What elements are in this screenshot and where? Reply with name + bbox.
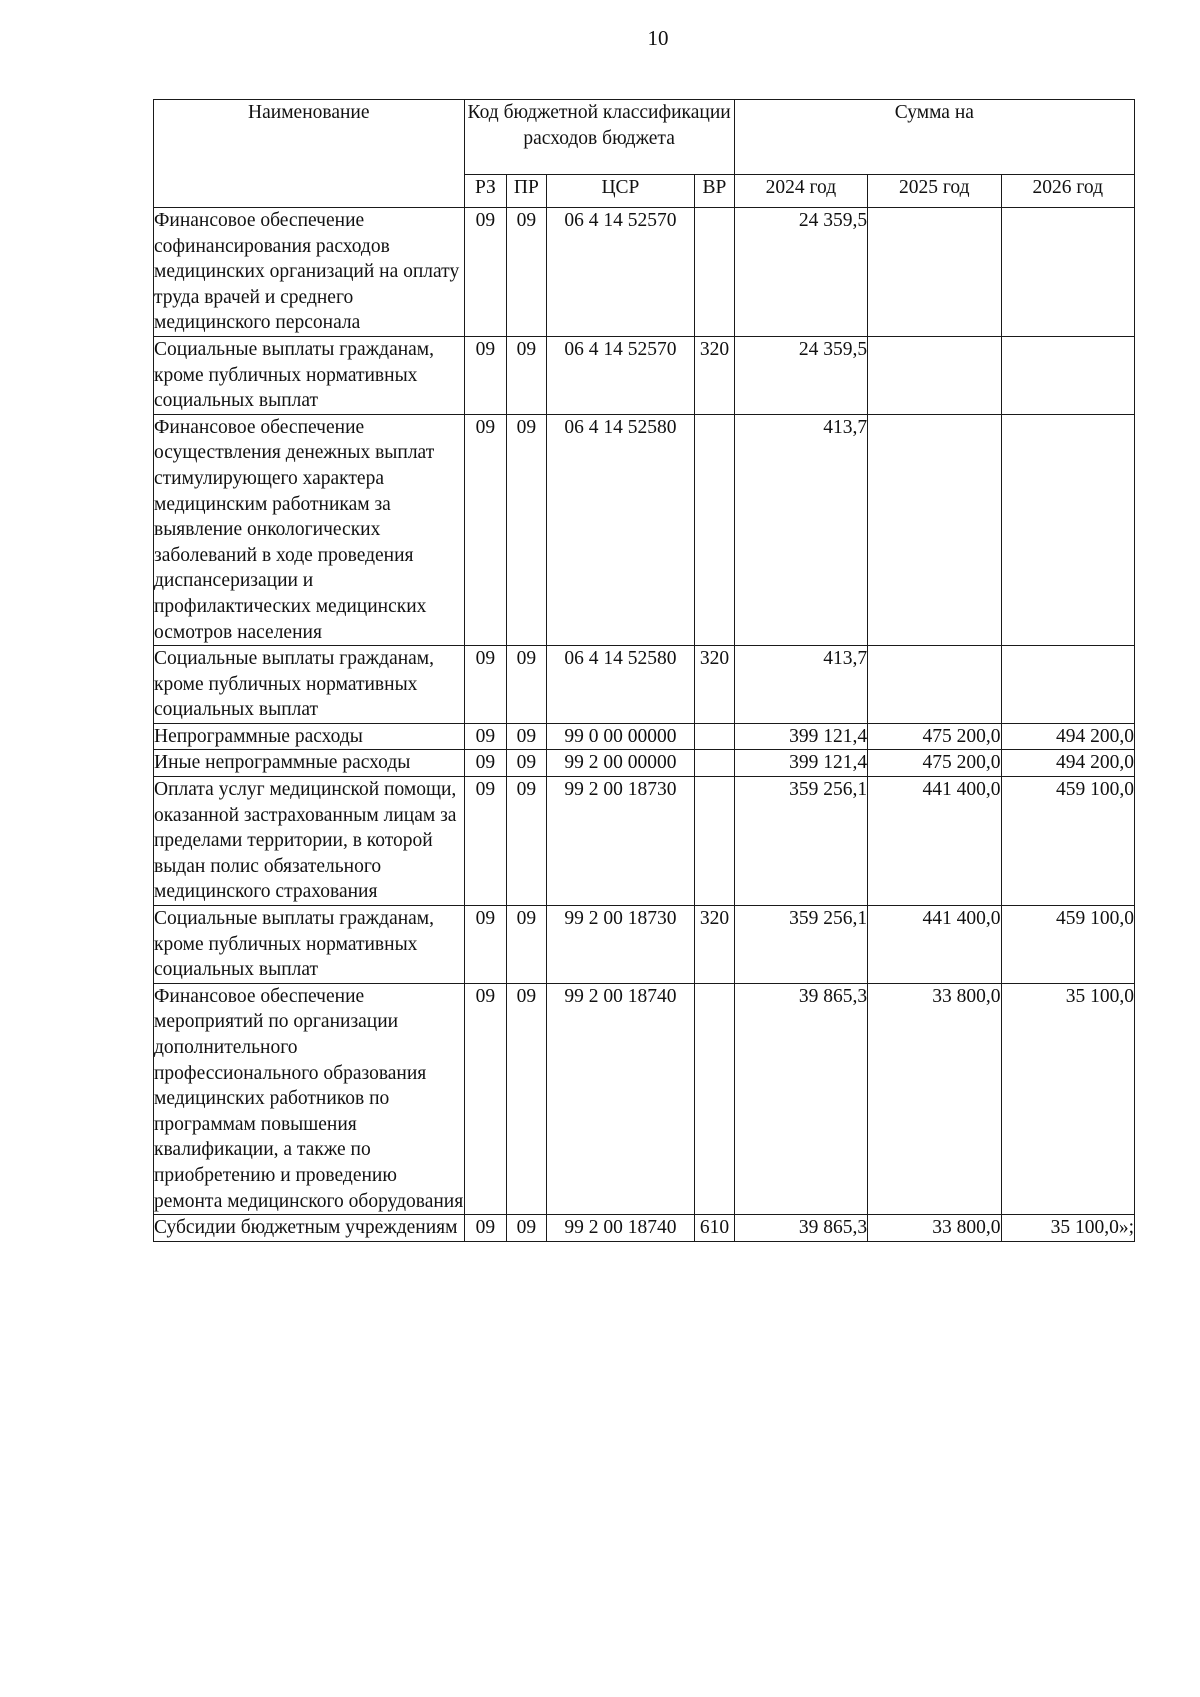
- row-name-cell: Субсидии бюджетным учреждениям: [154, 1215, 465, 1242]
- row-pr-cell: 09: [507, 646, 546, 724]
- row-rz-cell: 09: [464, 906, 507, 984]
- row-csr-cell: 99 2 00 00000: [546, 750, 695, 777]
- row-pr-cell: 09: [507, 208, 546, 337]
- table-row: [154, 336, 1135, 414]
- row-rz-cell: 09: [464, 208, 507, 337]
- table-row: [154, 777, 1135, 906]
- row-rz-cell: 09: [464, 777, 507, 906]
- row-amount-2025-cell: [868, 208, 1001, 337]
- row-name-cell: Социальные выплаты гражданам, кроме публичных нормативных социальных выплат: [154, 336, 465, 414]
- row-amount-2026-cell: 494 200,0: [1001, 750, 1135, 777]
- row-vr-cell: [695, 414, 734, 645]
- row-csr-cell: 06 4 14 52580: [546, 414, 695, 645]
- table-row: [154, 750, 1135, 777]
- table-row: [154, 414, 1135, 645]
- row-amount-2025-cell: 441 400,0: [868, 906, 1001, 984]
- row-rz-cell: 09: [464, 723, 507, 750]
- row-amount-2026-cell: 494 200,0: [1001, 723, 1135, 750]
- header-csr: ЦСР: [546, 175, 695, 208]
- row-name-cell: Социальные выплаты гражданам, кроме публичных нормативных социальных выплат: [154, 906, 465, 984]
- row-rz-cell: 09: [464, 983, 507, 1214]
- row-vr-cell: 320: [695, 336, 734, 414]
- row-amount-2025-cell: 475 200,0: [868, 723, 1001, 750]
- row-pr-cell: 09: [507, 336, 546, 414]
- row-amount-2024-cell: 399 121,4: [734, 750, 867, 777]
- row-amount-2026-cell: 35 100,0: [1001, 983, 1135, 1214]
- row-amount-2024-cell: 24 359,5: [734, 208, 867, 337]
- row-amount-2025-cell: 475 200,0: [868, 750, 1001, 777]
- row-name-cell: Оплата услуг медицинской помощи, оказанной застрахованным лицам за пределами территории, в которой выдан полис обязательного медицинского страхования: [154, 777, 465, 906]
- table-row: [154, 983, 1135, 1214]
- row-amount-2024-cell: 413,7: [734, 414, 867, 645]
- row-csr-cell: 99 2 00 18730: [546, 906, 695, 984]
- row-pr-cell: 09: [507, 906, 546, 984]
- row-vr-cell: [695, 983, 734, 1214]
- row-amount-2024-cell: 359 256,1: [734, 906, 867, 984]
- row-name-cell: Социальные выплаты гражданам, кроме публичных нормативных социальных выплат: [154, 646, 465, 724]
- row-rz-cell: 09: [464, 646, 507, 724]
- table-row: [154, 646, 1135, 724]
- row-amount-2024-cell: 39 865,3: [734, 1215, 867, 1242]
- row-rz-cell: 09: [464, 414, 507, 645]
- row-name-cell: Финансовое обеспечение софинансирования расходов медицинских организаций на оплату труда врачей и среднего медицинского персонала: [154, 208, 465, 337]
- row-pr-cell: 09: [507, 1215, 546, 1242]
- row-vr-cell: [695, 750, 734, 777]
- row-amount-2025-cell: [868, 646, 1001, 724]
- header-sum-group: Сумма на: [734, 100, 1134, 175]
- row-amount-2026-cell: [1001, 414, 1135, 645]
- row-amount-2025-cell: 33 800,0: [868, 983, 1001, 1214]
- table-row: [154, 1215, 1135, 1242]
- row-pr-cell: 09: [507, 414, 546, 645]
- header-name: Наименование: [154, 100, 465, 208]
- row-csr-cell: 99 2 00 18740: [546, 1215, 695, 1242]
- header-rz: РЗ: [464, 175, 507, 208]
- row-amount-2025-cell: [868, 336, 1001, 414]
- header-year-2024: 2024 год: [734, 175, 867, 208]
- row-csr-cell: 99 2 00 18730: [546, 777, 695, 906]
- header-vr: ВР: [695, 175, 734, 208]
- row-amount-2026-cell: 459 100,0: [1001, 906, 1135, 984]
- row-name-cell: Финансовое обеспечение осуществления денежных выплат стимулирующего характера медицинским работникам за выявление онкологических заболеваний в ходе проведения диспансеризации и профилактических медицинских осмотров населения: [154, 414, 465, 645]
- row-rz-cell: 09: [464, 336, 507, 414]
- row-amount-2024-cell: 39 865,3: [734, 983, 867, 1214]
- row-amount-2026-cell: [1001, 208, 1135, 337]
- row-csr-cell: 06 4 14 52570: [546, 336, 695, 414]
- table-header: [154, 100, 1135, 208]
- row-vr-cell: [695, 208, 734, 337]
- row-pr-cell: 09: [507, 777, 546, 906]
- row-amount-2024-cell: 359 256,1: [734, 777, 867, 906]
- row-amount-2026-cell: 35 100,0»;: [1001, 1215, 1135, 1242]
- page-number: 10: [647, 26, 669, 50]
- row-amount-2024-cell: 399 121,4: [734, 723, 867, 750]
- table-row: [154, 208, 1135, 337]
- table-row: [154, 906, 1135, 984]
- row-pr-cell: 09: [507, 983, 546, 1214]
- row-amount-2025-cell: 441 400,0: [868, 777, 1001, 906]
- header-pr: ПР: [507, 175, 546, 208]
- table-row: [154, 723, 1135, 750]
- row-csr-cell: 99 0 00 00000: [546, 723, 695, 750]
- row-vr-cell: [695, 777, 734, 906]
- row-pr-cell: 09: [507, 750, 546, 777]
- header-year-2026: 2026 год: [1001, 175, 1135, 208]
- row-csr-cell: 99 2 00 18740: [546, 983, 695, 1214]
- row-amount-2024-cell: 413,7: [734, 646, 867, 724]
- row-name-cell: Непрограммные расходы: [154, 723, 465, 750]
- row-amount-2026-cell: [1001, 646, 1135, 724]
- row-csr-cell: 06 4 14 52570: [546, 208, 695, 337]
- table-body: [154, 208, 1135, 1242]
- header-year-2025: 2025 год: [868, 175, 1001, 208]
- row-vr-cell: 320: [695, 906, 734, 984]
- row-rz-cell: 09: [464, 750, 507, 777]
- row-name-cell: Финансовое обеспечение мероприятий по организации дополнительного профессионального образования медицинских работников по программам повышения квалификации, а также по приобретению и проведению ремонта медицинского оборудования: [154, 983, 465, 1214]
- row-vr-cell: 320: [695, 646, 734, 724]
- header-code-group: Код бюджетной классификации расходов бюджета: [464, 100, 734, 175]
- row-vr-cell: [695, 723, 734, 750]
- row-name-cell: Иные непрограммные расходы: [154, 750, 465, 777]
- row-amount-2026-cell: 459 100,0: [1001, 777, 1135, 906]
- row-rz-cell: 09: [464, 1215, 507, 1242]
- budget-table: [153, 99, 1135, 1242]
- row-amount-2025-cell: [868, 414, 1001, 645]
- row-amount-2026-cell: [1001, 336, 1135, 414]
- row-amount-2025-cell: 33 800,0: [868, 1215, 1001, 1242]
- row-pr-cell: 09: [507, 723, 546, 750]
- row-amount-2024-cell: 24 359,5: [734, 336, 867, 414]
- row-csr-cell: 06 4 14 52580: [546, 646, 695, 724]
- row-vr-cell: 610: [695, 1215, 734, 1242]
